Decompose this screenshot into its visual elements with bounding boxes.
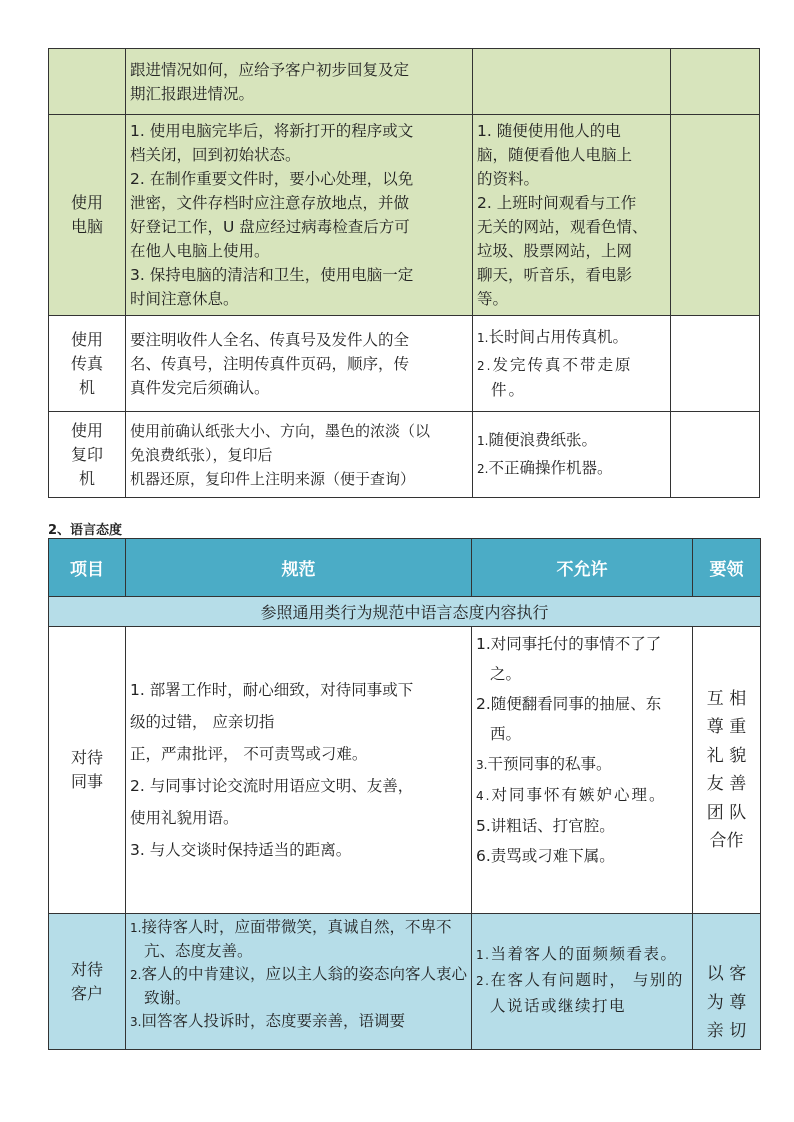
list-number: 1.: [477, 331, 489, 345]
list-number: 1.: [476, 635, 491, 653]
text-line: 1. 使用电脑完毕后，将新打开的程序或文: [130, 122, 414, 140]
item-cell: [49, 115, 126, 316]
list-item: [476, 841, 688, 871]
text-line: 跟进情况如何，应给予客户初步回复及定: [130, 60, 410, 79]
text-line: 垃圾、股票网站，上网: [477, 242, 633, 260]
list-item: [477, 325, 666, 350]
text-line: 以 客: [706, 964, 747, 984]
list-text: 发完传真不带走原件。: [491, 356, 633, 399]
table-row: [49, 627, 761, 914]
text-line: 期汇报跟进情况。: [130, 84, 255, 103]
forbidden-cell: [473, 316, 671, 412]
key-cell: [671, 412, 760, 498]
forbidden-cell: [472, 627, 693, 914]
forbidden-cell: [473, 115, 671, 316]
list-text: 随便翻看同事的抽屉、东西。: [490, 695, 662, 743]
language-attitude-table: [48, 538, 761, 1050]
text-line: 互 相: [706, 688, 747, 709]
list-text: 随便浪费纸张。: [488, 431, 597, 449]
list-text: 责骂或刁难下属。: [490, 847, 615, 865]
norm-cell: [126, 115, 473, 316]
list-number: 1.: [476, 948, 491, 962]
norm-cell: [126, 412, 473, 498]
text-line: 团 队: [706, 802, 747, 823]
list-item: [476, 811, 688, 841]
list-item: [476, 942, 688, 968]
item-label: 使用复印机: [71, 420, 104, 488]
text-line: 礼 貌: [706, 745, 747, 766]
list-number: 5.: [476, 817, 491, 835]
list-item: [477, 353, 666, 402]
text-line: 友 善: [706, 774, 747, 794]
text-line: 脑，随便看他人电脑上: [477, 146, 633, 164]
list-item: [476, 749, 688, 780]
list-item: [130, 1010, 467, 1034]
text-line: 使用礼貌用语。: [130, 809, 239, 827]
item-label: 使用电脑: [71, 193, 104, 236]
text-line: 1. 部署工作时，耐心细致，对待同事或下: [130, 681, 414, 699]
item-label: 使用传真机: [71, 329, 104, 397]
list-text: 对同事怀有嫉妒心理。: [491, 786, 667, 804]
item-cell: [49, 412, 126, 498]
list-text: 不正确操作机器。: [488, 459, 613, 477]
text-line: 档关闭，回到初始状态。: [130, 146, 301, 164]
text-line: 为 尊: [706, 992, 747, 1013]
header-key: 要领: [693, 539, 761, 597]
list-item: [477, 428, 666, 453]
list-number: 2.: [476, 695, 491, 713]
list-item: [476, 780, 688, 811]
text-line: 3. 保持电脑的清洁和卫生，使用电脑一定: [130, 266, 414, 284]
item-cell: [49, 49, 126, 115]
list-number: 1.: [477, 434, 489, 448]
text-line: 在他人电脑上使用。: [130, 242, 270, 260]
text-line: 真件发完后须确认。: [130, 378, 270, 397]
text-line: 正，严肃批评， 不可责骂或刁难。: [130, 745, 368, 763]
key-cell: [671, 316, 760, 412]
list-text: 客人的中肯建议，应以主人翁的姿态向客人衷心致谢。: [141, 965, 467, 1007]
list-text: 接待客人时，应面带微笑，真诚自然，不卑不亢、态度友善。: [141, 918, 452, 960]
table-row: [49, 412, 760, 498]
section-title: 2、语言态度: [48, 523, 123, 538]
text-line: 尊 重: [706, 717, 747, 737]
header-row: [49, 539, 761, 597]
item-cell: [49, 627, 126, 914]
text-line: 要注明收件人全名、传真号及发件人的全: [130, 330, 410, 349]
key-cell: [693, 914, 761, 1050]
item-cell: [49, 914, 126, 1050]
list-number: 6.: [476, 847, 491, 865]
list-item: [476, 968, 688, 1019]
text-line: 聊天，听音乐，看电影: [477, 266, 633, 284]
list-item: [476, 689, 688, 749]
span-row-text: 参照通用类行为规范中语言态度内容执行: [49, 597, 761, 627]
text-line: 2. 在制作重要文件时，要小心处理，以免: [130, 170, 414, 188]
forbidden-cell: [472, 914, 693, 1050]
text-line: 时间注意休息。: [130, 290, 239, 308]
item-label: 对待同事: [71, 748, 104, 791]
list-item: [130, 963, 467, 1010]
list-text: 对同事托付的事情不了了之。: [490, 635, 662, 683]
list-number: 2.: [130, 968, 142, 982]
list-number: 2.: [477, 462, 489, 476]
list-text: 长时间占用传真机。: [488, 328, 628, 346]
text-line: 亲 切: [706, 1021, 747, 1041]
item-cell: [49, 316, 126, 412]
list-text: 当着客人的面频频看表。: [490, 945, 678, 963]
header-forbidden: 不允许: [472, 539, 693, 597]
norm-cell: [126, 914, 472, 1050]
norm-cell: [126, 49, 473, 115]
table-row: [49, 115, 760, 316]
table-row: [49, 597, 761, 627]
list-number: 1.: [130, 921, 142, 935]
text-line: 名、传真号，注明传真件页码，顺序，传: [130, 354, 410, 373]
key-cell: [671, 115, 760, 316]
forbidden-cell: [473, 49, 671, 115]
list-item: [477, 456, 666, 481]
text-line: 级的过错， 应亲切指: [130, 713, 275, 731]
text-line: 2. 上班时间观看与工作: [477, 194, 637, 212]
key-cell: [671, 49, 760, 115]
list-text: 回答客人投诉时，态度要亲善，语调要: [141, 1012, 405, 1030]
forbidden-cell: [473, 412, 671, 498]
list-text: 讲粗话、打官腔。: [490, 817, 615, 835]
text-line: 好登记工作，U 盘应经过病毒检查后方可: [130, 218, 410, 236]
item-label: 对待客户: [71, 959, 104, 1003]
text-line: 1. 随便使用他人的电: [477, 122, 621, 140]
text-line: 机器还原，复印件上注明来源（便于查询）: [130, 469, 416, 488]
key-cell: [693, 627, 761, 914]
list-number: 2.: [476, 974, 491, 988]
table-row: [49, 316, 760, 412]
norm-cell: [126, 316, 473, 412]
header-norm: 规范: [126, 539, 472, 597]
text-line: 无关的网站，观看色情、: [477, 218, 648, 236]
text-line: 3. 与人交谈时保持适当的距离。: [130, 841, 352, 859]
text-line: 合作: [709, 831, 744, 851]
device-usage-table: [48, 48, 760, 498]
norm-cell: [126, 627, 472, 914]
list-item: [476, 629, 688, 689]
list-text: 干预同事的私事。: [487, 755, 612, 773]
text-line: 泄密，文件存档时应注意存放地点，并做: [130, 194, 410, 212]
text-line: 2. 与同事讨论交流时用语应文明、友善，: [130, 777, 414, 795]
text-line: 使用前确认纸张大小、方向，墨色的浓淡（以: [130, 421, 431, 440]
list-number: 2.: [477, 359, 493, 373]
text-line: 的资料。: [477, 170, 540, 188]
list-text: 在客人有问题时， 与别的人说话或继续打电: [490, 971, 684, 1015]
list-number: 3.: [130, 1015, 142, 1029]
text-line: 等。: [477, 290, 509, 308]
header-item: 项目: [49, 539, 126, 597]
list-number: 4.: [476, 789, 492, 803]
table-row: [49, 49, 760, 115]
list-number: 3.: [476, 758, 488, 772]
text-line: 免浪费纸张），复印后: [130, 445, 273, 464]
list-item: [130, 916, 467, 963]
table-row: [49, 914, 761, 1050]
